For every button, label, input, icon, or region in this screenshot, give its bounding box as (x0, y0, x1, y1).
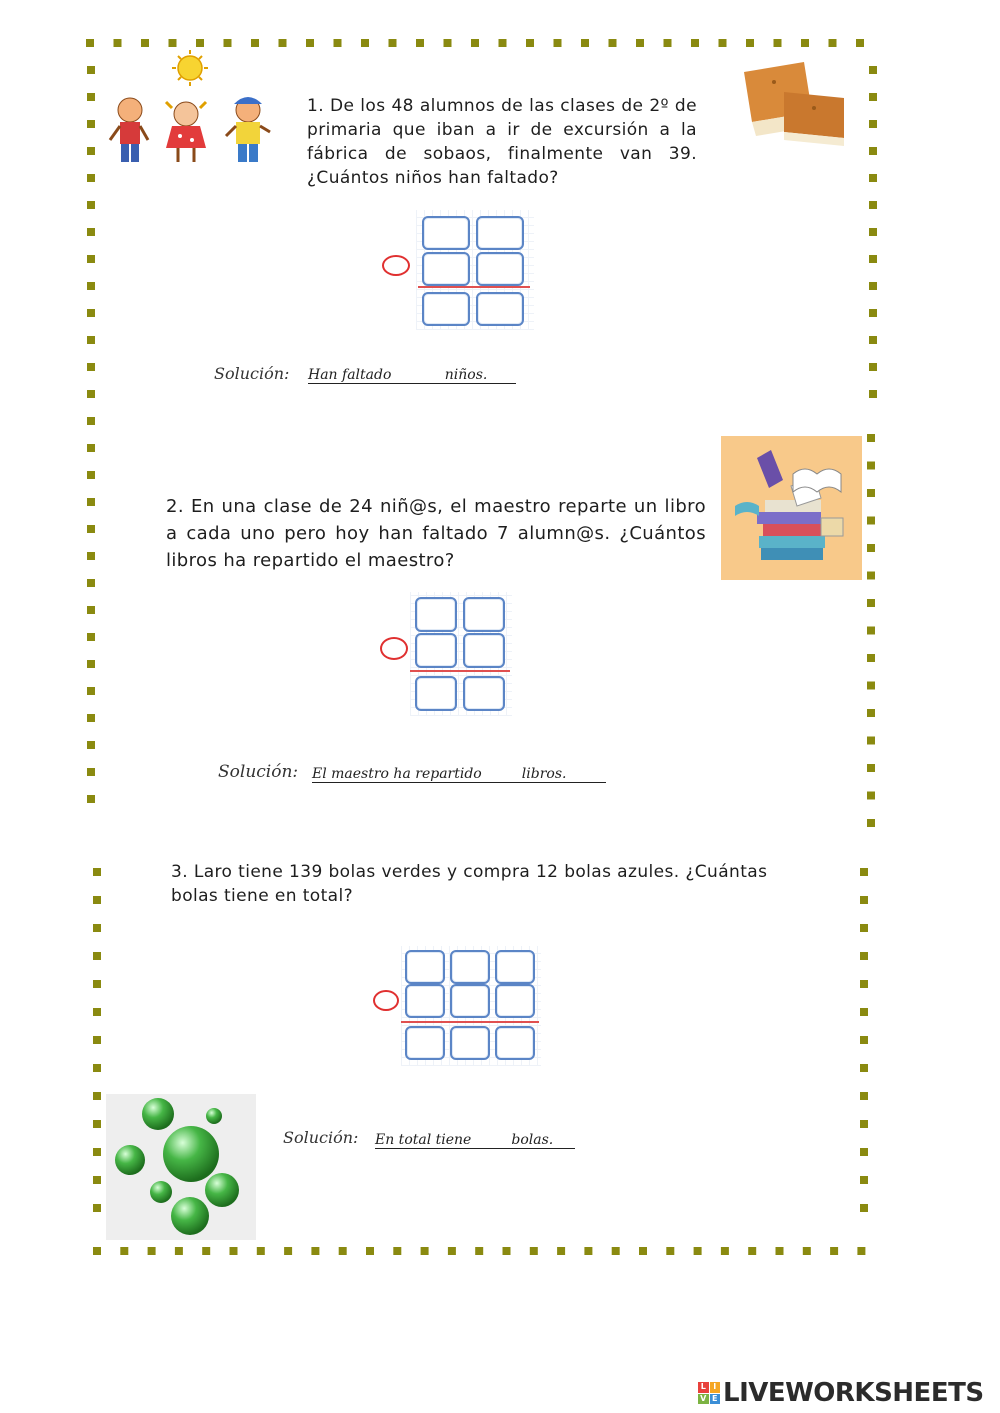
border-dot (719, 39, 727, 47)
border-dot (867, 709, 875, 717)
sun-icon (172, 50, 208, 86)
border-dot (860, 1092, 868, 1100)
border-dot (87, 471, 95, 479)
border-dot (93, 952, 101, 960)
border-dot (93, 1148, 101, 1156)
border-dot (251, 39, 259, 47)
border-dot (361, 39, 369, 47)
border-dot (867, 737, 875, 745)
border-dot (612, 1247, 620, 1255)
border-dot (87, 498, 95, 506)
border-dot (857, 1247, 865, 1255)
kid-1 (110, 98, 148, 162)
border-dot (860, 952, 868, 960)
border-dot (867, 764, 875, 772)
border-dot (93, 1036, 101, 1044)
border-dot (175, 1247, 183, 1255)
border-dot (860, 1120, 868, 1128)
border-dot (869, 282, 877, 290)
border-dot (860, 1176, 868, 1184)
p3-box-r3-c3[interactable] (495, 1026, 535, 1060)
border-dot (869, 120, 877, 128)
border-dot (869, 93, 877, 101)
border-dot (87, 255, 95, 263)
border-dot (93, 1204, 101, 1212)
border-dot (860, 980, 868, 988)
p2-box-r3-c1[interactable] (415, 676, 457, 711)
p2-solution-label: Solución: (218, 762, 299, 782)
border-dot (87, 201, 95, 209)
p3-box-r2-c3[interactable] (495, 984, 535, 1018)
border-dot (867, 489, 875, 497)
border-dot (93, 1176, 101, 1184)
border-dot (860, 896, 868, 904)
border-dot (306, 39, 314, 47)
border-dot (93, 1008, 101, 1016)
p1-solution-sentence[interactable]: Han faltado niños. (308, 367, 516, 384)
kid-2 (166, 102, 206, 162)
border-dot (530, 1247, 538, 1255)
border-dot (87, 363, 95, 371)
border-dot (869, 66, 877, 74)
border-dot (87, 552, 95, 560)
p3-box-r1-c3[interactable] (495, 950, 535, 984)
problem-1-text: 1. De los 48 alumnos de las clases de 2º de primaria que iban a ir de excursión a la fábrica de sobaos, finalmente van 39. ¿Cuántos niños han faltado? (307, 96, 697, 188)
border-dot (86, 39, 94, 47)
border-dot (609, 39, 617, 47)
border-dot (867, 627, 875, 635)
green-bubbles-image (106, 1094, 256, 1240)
border-dot (584, 1247, 592, 1255)
border-dot (867, 572, 875, 580)
border-dot (93, 1247, 101, 1255)
p1-box-r3-c2[interactable] (476, 292, 524, 326)
border-dot (93, 924, 101, 932)
border-dot (869, 255, 877, 263)
border-dot (860, 1008, 868, 1016)
p1-box-r2-c1[interactable] (422, 252, 470, 286)
border-dot (87, 687, 95, 695)
border-dot (311, 1247, 319, 1255)
border-dot (366, 1247, 374, 1255)
border-dot (869, 390, 877, 398)
border-dot (721, 1247, 729, 1255)
border-dot (867, 819, 875, 827)
border-dot (389, 39, 397, 47)
border-dot (87, 606, 95, 614)
border-dot (279, 39, 287, 47)
border-dot (120, 1247, 128, 1255)
border-dot (776, 1247, 784, 1255)
border-dot (87, 525, 95, 533)
border-dot (869, 201, 877, 209)
border-dot (284, 1247, 292, 1255)
p1-box-r2-c2[interactable] (476, 252, 524, 286)
p3-operator-circle[interactable] (373, 990, 399, 1011)
border-dot (169, 39, 177, 47)
sobaos-image (714, 52, 862, 148)
p3-solution-sentence[interactable]: En total tiene bolas. (375, 1132, 575, 1149)
border-dot (93, 1092, 101, 1100)
border-dot (87, 120, 95, 128)
border-dot (803, 1247, 811, 1255)
border-dot (87, 795, 95, 803)
border-dot (581, 39, 589, 47)
p2-solution-sentence[interactable]: El maestro ha repartido libros. (312, 766, 606, 783)
border-dot (499, 39, 507, 47)
border-dot (691, 39, 699, 47)
border-dot (860, 1036, 868, 1044)
border-dot (87, 741, 95, 749)
border-dot (87, 417, 95, 425)
border-dot (393, 1247, 401, 1255)
liveworksheets-logo[interactable] (698, 1378, 984, 1408)
border-dot (503, 1247, 511, 1255)
border-dot (93, 980, 101, 988)
border-dot (87, 444, 95, 452)
border-dot (148, 1247, 156, 1255)
border-dot (867, 682, 875, 690)
p2-box-r1-c2[interactable] (463, 597, 505, 632)
p1-box-r3-c1[interactable] (422, 292, 470, 326)
liveworksheets-mark-icon: L I V E (698, 1382, 720, 1404)
p2-box-r2-c1[interactable] (415, 633, 457, 668)
border-dot (830, 1247, 838, 1255)
border-dot (860, 1204, 868, 1212)
border-dot (664, 39, 672, 47)
liveworksheets-wordmark: LIVEWORKSHEETS (723, 1378, 984, 1408)
border-dot (87, 282, 95, 290)
border-dot (869, 363, 877, 371)
p1-result-line (418, 286, 530, 288)
border-dot (526, 39, 534, 47)
border-dot (87, 390, 95, 398)
border-dot (202, 1247, 210, 1255)
border-dot (869, 174, 877, 182)
p2-operator-circle[interactable] (380, 637, 408, 660)
border-dot (444, 39, 452, 47)
border-dot (448, 1247, 456, 1255)
border-dot (257, 1247, 265, 1255)
p3-box-r2-c1[interactable] (405, 984, 445, 1018)
border-dot (230, 1247, 238, 1255)
border-dot (93, 1120, 101, 1128)
border-dot (224, 39, 232, 47)
border-dot (416, 39, 424, 47)
problem-2-operation-grid (410, 592, 512, 716)
problem-3-text: 3. Laro tiene 139 bolas verdes y compra 12 bolas azules. ¿Cuántas bolas tiene en total? (171, 862, 768, 906)
p2-box-r2-c2[interactable] (463, 633, 505, 668)
border-dot (87, 714, 95, 722)
border-dot (867, 434, 875, 442)
p3-box-r3-c1[interactable] (405, 1026, 445, 1060)
border-dot (869, 147, 877, 155)
border-dot (87, 66, 95, 74)
border-dot (554, 39, 562, 47)
border-dot (339, 1247, 347, 1255)
border-dot (867, 462, 875, 470)
border-dot (557, 1247, 565, 1255)
border-dot (87, 660, 95, 668)
border-dot (421, 1247, 429, 1255)
border-dot (869, 228, 877, 236)
border-dot (87, 768, 95, 776)
p2-box-r3-c2[interactable] (463, 676, 505, 711)
border-dot (93, 1064, 101, 1072)
border-dot (334, 39, 342, 47)
border-dot (860, 868, 868, 876)
p2-box-r1-c1[interactable] (415, 597, 457, 632)
border-dot (867, 517, 875, 525)
border-dot (87, 336, 95, 344)
p3-box-r1-c1[interactable] (405, 950, 445, 984)
border-dot (746, 39, 754, 47)
border-dot (694, 1247, 702, 1255)
border-dot (114, 39, 122, 47)
border-dot (87, 579, 95, 587)
border-dot (860, 1064, 868, 1072)
p1-box-r1-c1[interactable] (422, 216, 470, 250)
border-dot (196, 39, 204, 47)
border-dot (774, 39, 782, 47)
border-dot (93, 868, 101, 876)
books-image (721, 436, 862, 580)
border-dot (869, 336, 877, 344)
border-dot (639, 1247, 647, 1255)
border-dot (87, 228, 95, 236)
border-dot (93, 896, 101, 904)
border-dot (87, 93, 95, 101)
p1-solution-label: Solución: (214, 364, 290, 383)
p3-solution-label: Solución: (283, 1128, 359, 1147)
border-dot (475, 1247, 483, 1255)
border-dot (867, 654, 875, 662)
border-dot (867, 792, 875, 800)
problem-3-operation-grid (401, 946, 541, 1066)
p3-result-line (401, 1021, 539, 1023)
p3-box-r2-c2[interactable] (450, 984, 490, 1018)
border-dot (666, 1247, 674, 1255)
border-dot (869, 309, 877, 317)
problem-1-operation-grid (416, 210, 534, 330)
p1-box-r1-c2[interactable] (476, 216, 524, 250)
border-dot (636, 39, 644, 47)
border-dot (87, 633, 95, 641)
border-dot (860, 924, 868, 932)
p1-operator-circle[interactable] (382, 255, 410, 276)
p3-box-r1-c2[interactable] (450, 950, 490, 984)
problem-2-text: 2. En una clase de 24 niñ@s, el maestro reparte un libro a cada uno pero hoy han faltado 7 alumn@s. ¿Cuántos libros ha repartido el maestro? (166, 496, 706, 571)
border-dot (829, 39, 837, 47)
p3-box-r3-c2[interactable] (450, 1026, 490, 1060)
border-dot (87, 147, 95, 155)
border-dot (856, 39, 864, 47)
border-dot (801, 39, 809, 47)
border-dot (860, 1148, 868, 1156)
border-dot (748, 1247, 756, 1255)
border-dot (87, 174, 95, 182)
border-dot (867, 544, 875, 552)
kids-illustration (108, 48, 278, 168)
border-dot (87, 309, 95, 317)
border-dot (471, 39, 479, 47)
border-dot (867, 599, 875, 607)
p2-result-line (410, 670, 510, 672)
border-dot (141, 39, 149, 47)
kid-3 (226, 97, 270, 162)
